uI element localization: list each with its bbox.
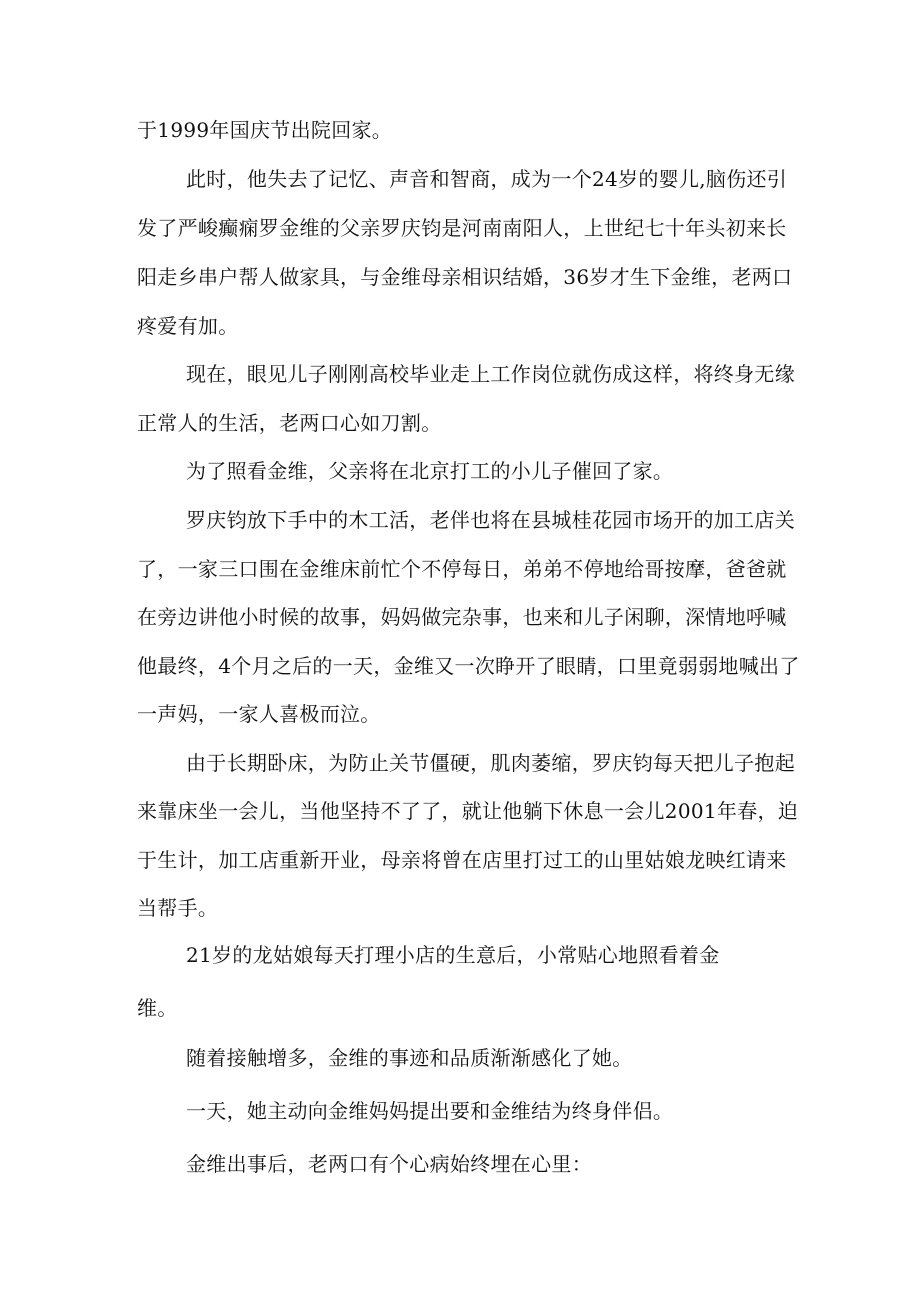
- text-line: 一天，她主动向金维妈妈提出要和金维结为终身伴侣。: [186, 1099, 674, 1123]
- text-line: 一声妈，一家人喜极而泣。: [137, 702, 381, 726]
- text-line: 他最终，4个月之后的一天，金维又一次睁开了眼睛，口里竟弱弱地喊出了: [137, 654, 800, 678]
- text-line: 阳走乡串户帮人做家具，与金维母亲相识结婚，36岁才生下金维，老两口: [137, 265, 793, 289]
- text-line: 了，一家三口围在金维床前忙个不停每日，弟弟不停地给哥按摩，爸爸就: [137, 557, 787, 581]
- text-line: 于1999年国庆节出院回家。: [137, 118, 393, 142]
- text-line: 疼爱有加。: [137, 314, 239, 338]
- text-line: 来靠床坐一会儿，当他坚持不了了，就让他躺下休息一会儿2001年春，迫: [137, 799, 799, 823]
- text-line: 现在，眼见儿子刚刚高校毕业走上工作岗位就伤成这样，将终身无缘: [186, 362, 795, 386]
- text-line: 金维出事后，老两口有个心病始终埋在心里：: [186, 1152, 592, 1176]
- text-line: 当帮手。: [137, 896, 219, 920]
- text-line: 正常人的生活，老两口心如刀割。: [137, 411, 442, 435]
- text-line: 为了照看金维，父亲将在北京打工的小儿子催回了家。: [186, 459, 674, 483]
- text-line: 于生计，加工店重新开业，母亲将曾在店里打过工的山里姑娘龙映红请来: [137, 848, 787, 872]
- text-line: 发了严峻癫痫罗金维的父亲罗庆钧是河南南阳人，上世纪七十年头初来长: [137, 216, 787, 240]
- text-line: 在旁边讲他小时候的故事，妈妈做完杂事，也来和儿子闲聊，深情地呼喊: [137, 605, 787, 629]
- text-line: 随着接触增多，金维的事迹和品质渐渐感化了她。: [186, 1046, 633, 1070]
- text-line: 此时，他失去了记忆、声音和智商，成为一个24岁的婴儿,脑伤还引: [186, 167, 788, 191]
- text-line: 由于长期卧床，为防止关节僵硬，肌肉萎缩，罗庆钧每天把儿子抱起: [186, 751, 795, 775]
- text-line: 维。: [137, 996, 178, 1020]
- text-line: 罗庆钧放下手中的木工活，老伴也将在县城桂花园市场开的加工店关: [186, 508, 795, 532]
- text-line: 21岁的龙姑娘每天打理小店的生意后，小常贴心地照看着金: [186, 943, 720, 967]
